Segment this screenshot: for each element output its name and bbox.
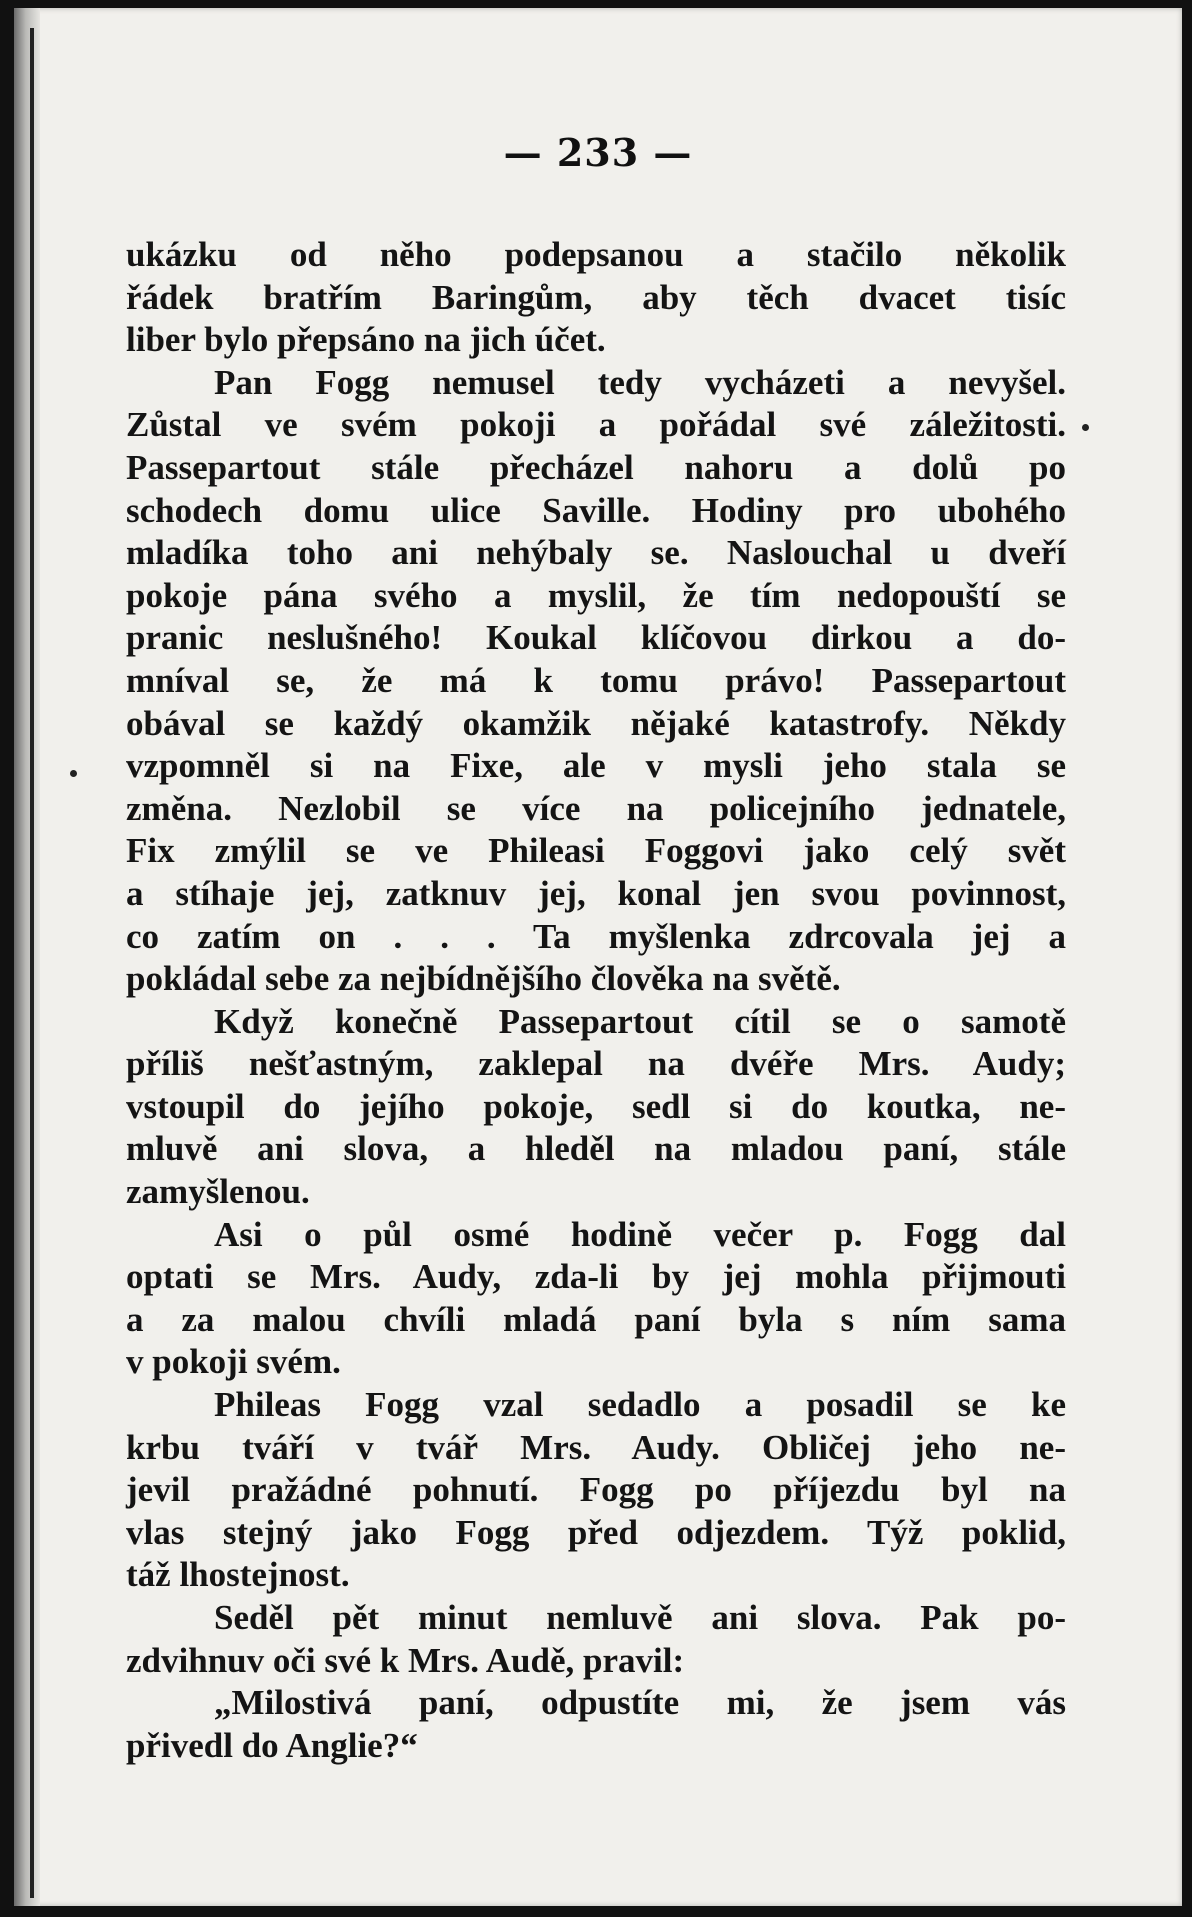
text-line: a stíhaje jej, zatknuv jej, konal jen svou povinnost, [126, 873, 1066, 913]
text-line: Asi o půl osmé hodině večer p. Fogg dal [214, 1214, 1066, 1254]
text-line: vlas stejný jako Fogg před odjezdem. Týž poklid, [126, 1512, 1066, 1552]
print-speck [70, 770, 77, 777]
text-line: mníval se, že má k tomu právo! Passepartout [126, 660, 1066, 700]
text-line: Když konečně Passepartout cítil se o samotě [214, 1001, 1066, 1041]
text-line: Fix zmýlil se ve Phileasi Foggovi jako celý svět [126, 831, 1066, 871]
text-line: krbu tváří v tvář Mrs. Audy. Obličej jeho ne- [126, 1427, 1066, 1467]
print-speck [1082, 424, 1089, 431]
text-line: ukázku od něho podepsanou a stačilo několik [126, 235, 1066, 274]
text-line: vstoupil do jejího pokoje, sedl si do koutka, ne- [126, 1086, 1066, 1126]
page-binding-edge [14, 8, 40, 1906]
text-line: optati se Mrs. Audy, zda-li by jej mohla přijmouti [126, 1257, 1066, 1297]
text-line: vzpomněl si na Fixe, ale v mysli jeho stala se [126, 746, 1066, 786]
text-line: změna. Nezlobil se více na policejního jednatele, [126, 788, 1066, 828]
text-line: jevil pražádné pohnutí. Fogg po příjezdu byl na [126, 1470, 1066, 1510]
text-line: pranic neslušného! Koukal klíčovou dirkou a do- [126, 618, 1066, 658]
text-line: přivedl do Anglie?“ [126, 1725, 418, 1765]
text-line: Pan Fogg nemusel tedy vycházeti a nevyšel. [214, 362, 1066, 402]
text-line: Zůstal ve svém pokoji a pořádal své záležitosti. [126, 405, 1066, 445]
text-line: příliš nešťastným, zaklepal na dvéře Mrs. Audy; [126, 1044, 1066, 1084]
body-text [126, 234, 1066, 1767]
book-page [14, 8, 1182, 1906]
text-line: řádek bratřím Baringům, aby těch dvacet tisíc [126, 277, 1066, 317]
text-line: zamyšlenou. [126, 1172, 310, 1212]
page-binding-rule [30, 28, 34, 1898]
text-line: táž lhostejnost. [126, 1555, 350, 1595]
text-line: zdvihnuv oči své k Mrs. Audě, pravil: [126, 1640, 685, 1680]
text-line: mluvě ani slova, a hleděl na mladou paní, stále [126, 1129, 1066, 1169]
text-line: v pokoji svém. [126, 1342, 341, 1382]
text-line: mladíka toho ani nehýbaly se. Naslouchal u dveří [126, 533, 1066, 573]
text-line: obával se každý okamžik nějaké katastrofy. Někdy [126, 703, 1066, 743]
text-line: pokoje pána svého a myslil, že tím nedopouští se [126, 575, 1066, 615]
text-line: Passepartout stále přecházel nahoru a dolů po [126, 447, 1066, 487]
text-line: liber bylo přepsáno na jich účet. [126, 320, 606, 360]
page-number: — 233 — [503, 130, 693, 175]
text-line: Seděl pět minut nemluvě ani slova. Pak po- [214, 1598, 1066, 1637]
text-line: schodech domu ulice Saville. Hodiny pro ubohého [126, 490, 1066, 530]
text-line: pokládal sebe za nejbídnějšího člověka na světě. [126, 959, 841, 999]
text-line: Phileas Fogg vzal sedadlo a posadil se ke [214, 1385, 1066, 1425]
text-line: „Milostivá paní, odpustíte mi, že jsem vás [214, 1683, 1066, 1723]
text-line: co zatím on . . . Ta myšlenka zdrcovala jej a [126, 916, 1066, 956]
text-line: a za malou chvíli mladá paní byla s ním sama [126, 1299, 1066, 1339]
